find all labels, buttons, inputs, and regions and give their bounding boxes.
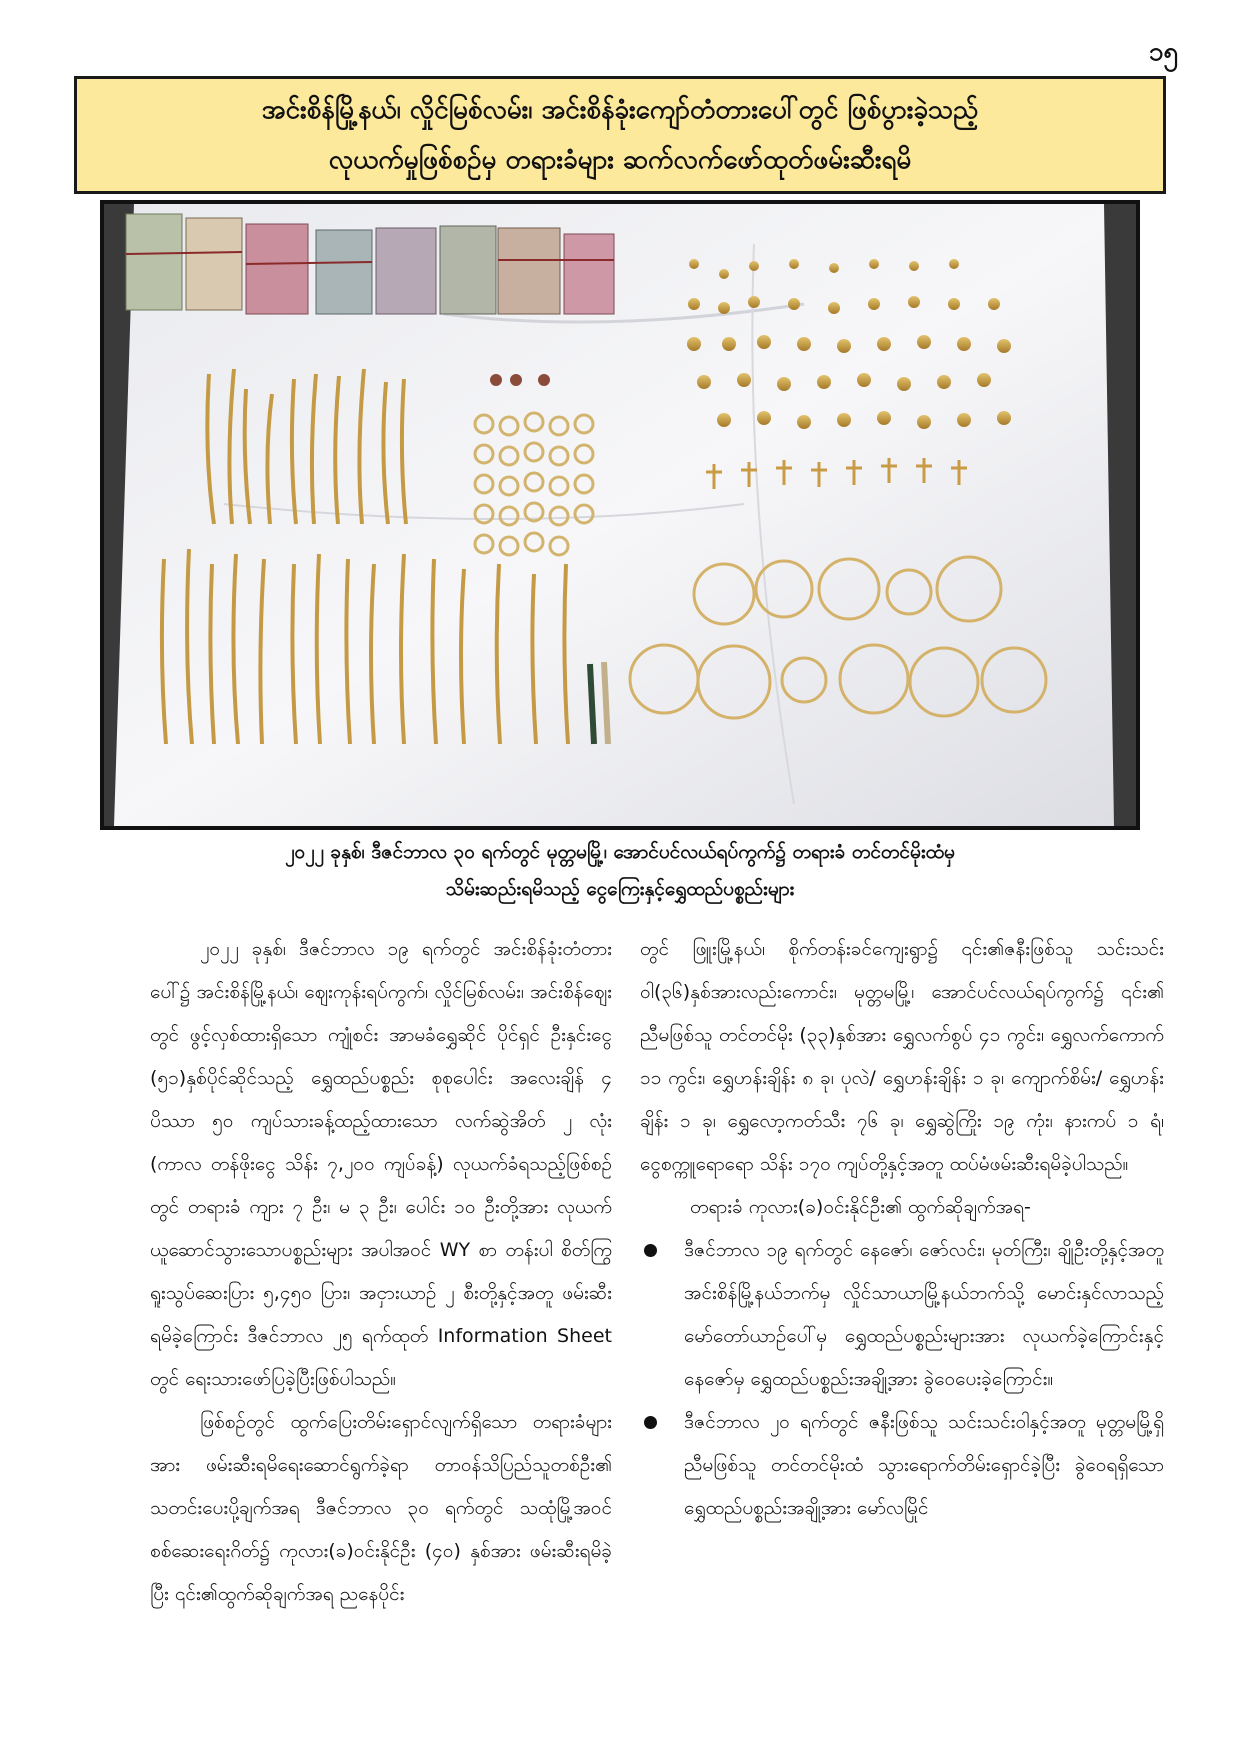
list-item-text: ဒီဇင်ဘာလ ၁၉ ရက်တွင် နေဇော်၊ ဇော်လင်း၊ မုတ်ကြီး၊ ချိုဦးတို့နှင့်အတူ အင်းစိန်မြို့နယ်ဘက်မှ လှိုင်သာယာမြို့နယ်ဘက်သို့ မောင်းနှင်လာသည့် မော်တော်ယာဉ်ပေါ်မှ ရွှေထည်ပစ္စည်းများအား လုယက်ခဲ့ကြောင်းနှင့် နေဇော်မှ ရွှေထည်ပစ္စည်းအချို့အား ခွဲဝေပေးခဲ့ကြောင်း။	[684, 1239, 1164, 1390]
photo-caption	[90, 834, 1150, 908]
evidence-photo	[100, 200, 1140, 830]
list-item	[640, 1401, 1164, 1530]
right-column	[640, 928, 1164, 1530]
left-column	[150, 928, 612, 1616]
earrings	[490, 374, 550, 386]
bullet-icon	[644, 1244, 657, 1257]
headline-line-2: လုယက်မှုဖြစ်စဉ်မှ တရားခံများ ဆက်လက်ဖော်ထုတ်ဖမ်းဆီးရမိ	[328, 145, 912, 175]
paragraph: ဖြစ်စဉ်တွင် ထွက်ပြေးတိမ်းရှောင်လျက်ရှိသော တရားခံများအား ဖမ်းဆီးရမိရေးဆောင်ရွက်ခဲ့ရာ တာဝန်သိပြည်သူတစ်ဦး၏ သတင်းပေးပို့ချက်အရ ဒီဇင်ဘာလ ၃၀ ရက်တွင် သထုံမြို့အဝင် စစ်ဆေးရေးဂိတ်၌ ကုလား(ခ)ဝင်းနိုင်ဦး (၄၀) နှစ်အား ဖမ်းဆီးရမိခဲ့ပြီး ၎င်း၏ထွက်ဆိုချက်အရ ညနေပိုင်း	[150, 1411, 612, 1605]
confiscated-money-and-gold-icon	[104, 204, 1136, 826]
caption-line-1: ၂၀၂၂ ခုနှစ်၊ ဒီဇင်ဘာလ ၃၀ ရက်တွင် မုတ္တမမြို့၊ အောင်ပင်လယ်ရပ်ကွက်၌ တရားခံ တင်တင်မိုးထံမှ	[285, 841, 955, 863]
paragraph: တွင် ဖြူးမြို့နယ်၊ စိုက်တန်းခင်ကျေးရွာ၌ ၎င်း၏ဇနီးဖြစ်သူ သင်းသင်းဝါ(၃၆)နှစ်အားလည်းကောင်း၊ မုတ္တမမြို့၊ အောင်ပင်လယ်ရပ်ကွက်၌ ၎င်း၏ ညီမဖြစ်သူ တင်တင်မိုး (၃၃)နှစ်အား ရွှေလက်စွပ် ၄၁ ကွင်း၊ ရွှေလက်ကောက် ၁၁ ကွင်း၊ ရွှေဟန်းချိန်း ၈ ခု၊ ပုလဲ/ ရွှေဟန်းချိန်း ၁ ခု၊ ကျောက်စိမ်း/ ရွှေဟန်းချိန်း ၁ ခု၊ ရွှေလော့ကတ်သီး ၇၆ ခု၊ ရွှေဆွဲကြိုး ၁၉ ကုံး၊ နားကပ် ၁ ရံ၊ ငွေစက္ကူရောရော သိန်း ၁၇၀ ကျပ်တို့နှင့်အတူ ထပ်မံဖမ်းဆီးရမိခဲ့ပါသည်။	[640, 938, 1164, 1175]
page-number: ၁၅	[1148, 37, 1178, 67]
headline-box	[74, 76, 1166, 194]
paragraph: တရားခံ ကုလား(ခ)ဝင်းနိုင်ဦး၏ ထွက်ဆိုချက်အရ-	[690, 1196, 1031, 1218]
caption-line-2: သိမ်းဆည်းရမိသည့် ငွေကြေးနှင့်ရွှေထည်ပစ္စည်းများ	[445, 878, 795, 900]
list-item	[640, 1229, 1164, 1401]
list-item-text: ဒီဇင်ဘာလ ၂၀ ရက်တွင် ဇနီးဖြစ်သူ သင်းသင်းဝါနှင့်အတူ မုတ္တမမြို့ရှိ ညီမဖြစ်သူ တင်တင်မိုးထံ သွားရောက်တိမ်းရှောင်ခဲ့ပြီး ခွဲဝေရရှိသော ရွှေထည်ပစ္စည်းအချို့အား မော်လမြိုင်	[684, 1411, 1164, 1519]
paragraph: ၂၀၂၂ ခုနှစ်၊ ဒီဇင်ဘာလ ၁၉ ရက်တွင် အင်းစိန်ခုံးတံတားပေါ်၌ အင်းစိန်မြို့နယ်၊ ဈေးကုန်းရပ်ကွက်၊ လှိုင်မြစ်လမ်း၊ အင်းစိန်ဈေးတွင် ဖွင့်လှစ်ထားရှိသော ကျုံစင်း အာမခံရွှေဆိုင် ပိုင်ရှင် ဦးနှင်းငွေ (၅၁)နှစ်ပိုင်ဆိုင်သည့် ရွှေထည်ပစ္စည်း စုစုပေါင်း အလေးချိန် ၄ ပိဿာ ၅၀ ကျပ်သားခန့်ထည့်ထားသော လက်ဆွဲအိတ် ၂ လုံး (ကာလ တန်ဖိုးငွေ သိန်း ၇,၂၀၀ ကျပ်ခန့်) လုယက်ခံရသည့်ဖြစ်စဉ်တွင် တရားခံ ကျား ၇ ဦး၊ မ ၃ ဦး၊ ပေါင်း ၁၀ ဦးတို့အား လုယက်ယူဆောင်သွားသောပစ္စည်းများ အပါအဝင် WY စာ တန်းပါ စိတ်ကြွရူးသွပ်ဆေးပြား ၅,၄၅၀ ပြား၊ အငှားယာဉ် ၂ စီးတို့နှင့်အတူ ဖမ်းဆီးရမိခဲ့ကြောင်း ဒီဇင်ဘာလ ၂၅ ရက်ထုတ် Information Sheet တွင် ရေးသားဖော်ပြခဲ့ပြီးဖြစ်ပါသည်။	[150, 938, 612, 1390]
bullet-list	[640, 1229, 1164, 1530]
bullet-icon	[644, 1416, 657, 1429]
headline-line-1: အင်းစိန်မြို့နယ်၊ လှိုင်မြစ်လမ်း၊ အင်းစိန်ခုံးကျော်တံတားပေါ်တွင် ဖြစ်ပွားခဲ့သည့်	[261, 95, 979, 125]
